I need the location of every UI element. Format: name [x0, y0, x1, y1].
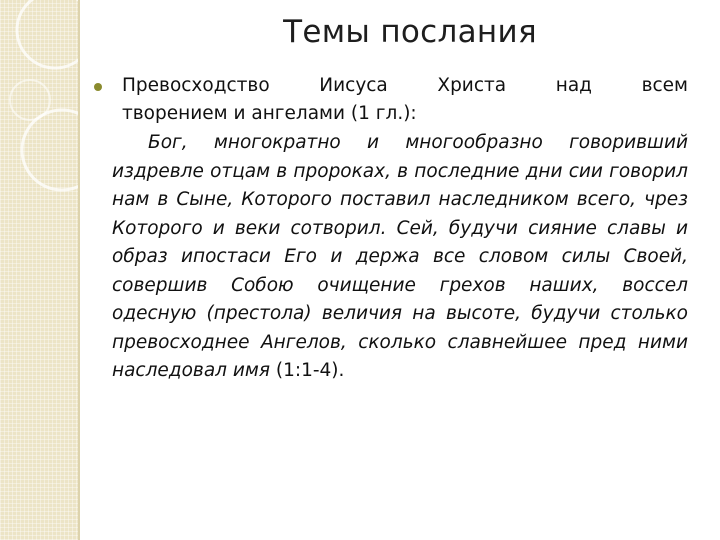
bullet-line-2: творением и ангелами (1 гл.): [122, 103, 417, 124]
strip-edge-line [78, 0, 80, 540]
decorative-side-strip [0, 0, 78, 540]
bullet-line-1: Превосходство Иисуса Христа над всем [122, 75, 688, 96]
bullet-item [112, 72, 688, 128]
slide-content [112, 72, 688, 386]
quote-reference: (1:1-4). [275, 360, 345, 381]
decorative-circles [0, 0, 78, 540]
bullet-icon [94, 83, 102, 91]
quote-text: Бог, многократно и многообразно говоривший издревле отцам в пророках, в последние дни сии говорил нам в Сыне, Которого поставил наследником всего, чрез Которого и веки сотворил. Сей, будучи сияние славы и образ ипостаси Его и держа все словом силы Своей, совершив Собою очищение грехов наших, воссел одесную (престола) величия на высоте, будучи столько превосходнее Ангелов, сколько славнейшее пред ними наследовал имя [112, 132, 688, 381]
slide-title: Темы послания [283, 14, 537, 50]
scripture-quote [112, 128, 688, 386]
